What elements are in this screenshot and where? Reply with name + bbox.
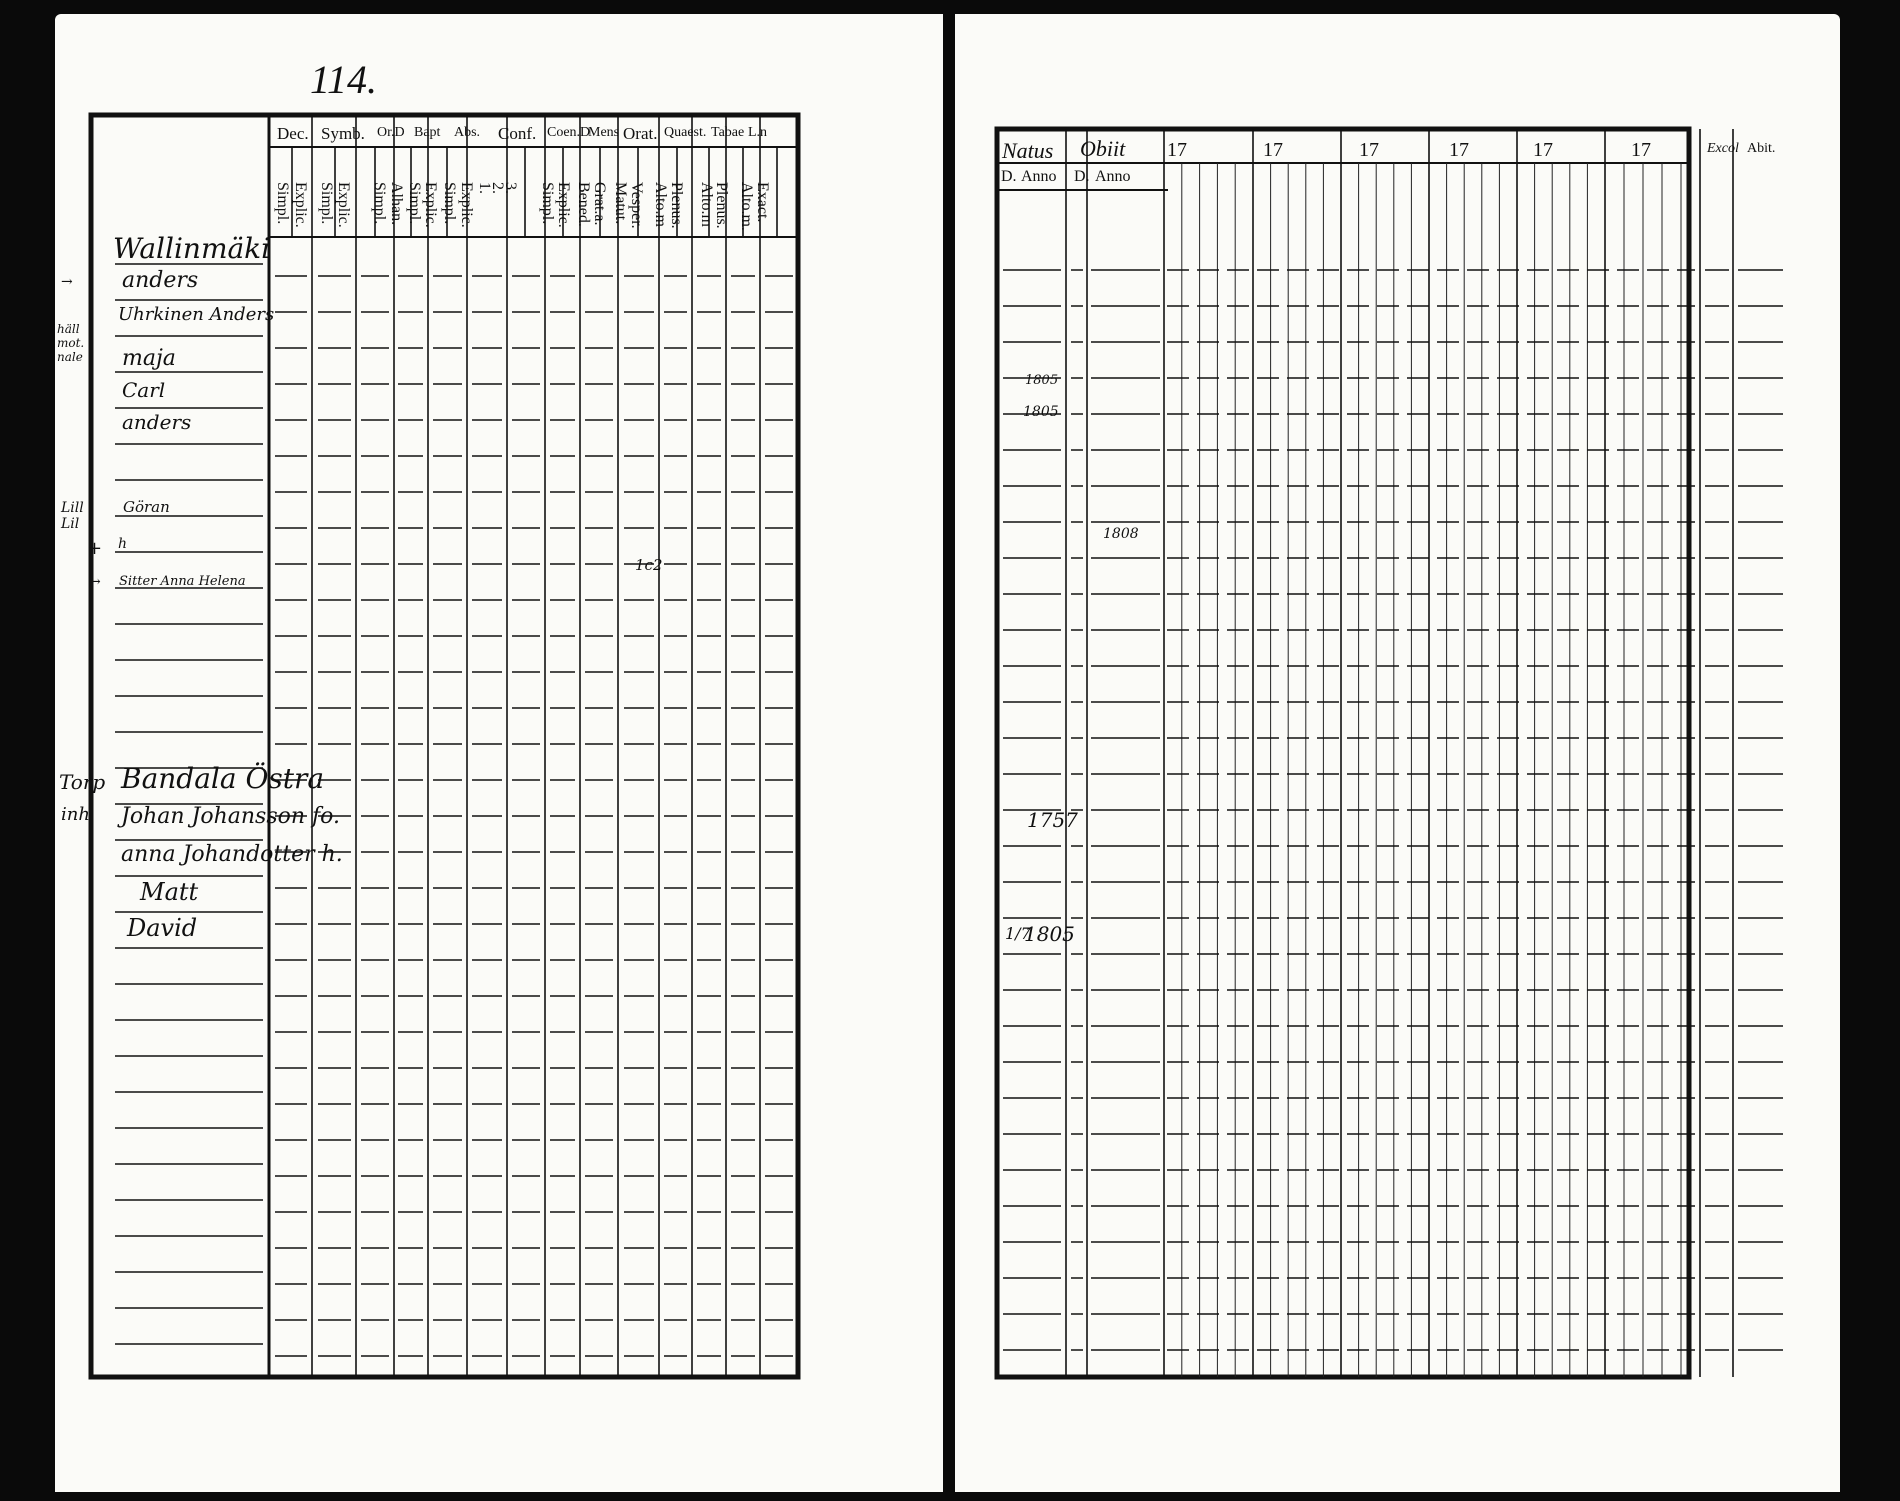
birth-day: 1/7 — [1005, 924, 1031, 943]
col-header-year-4: 17 — [1449, 139, 1469, 161]
margin-note-2: häll mot. nale — [57, 322, 85, 364]
col-header-coend: Coen.D — [547, 125, 591, 140]
birth-year: 1805 — [1023, 404, 1059, 420]
col-header-orat: Orat. — [623, 124, 658, 143]
col-header-dec: Dec. — [277, 124, 309, 143]
subheader-ord-simpl: Simpl. — [371, 182, 388, 225]
subheader-symb-explic: Explic. — [335, 182, 352, 228]
subheader-conf-2: 2. — [489, 182, 506, 194]
subheader-mens-bened: Bened. — [575, 182, 592, 227]
farm-name: Wallinmäki — [113, 232, 271, 265]
subheader-ln-exact: Exact. — [754, 182, 771, 223]
col-header-tabae: Tabae — [711, 125, 745, 140]
subheader-conf-1: 1. — [476, 182, 493, 194]
col-header-year-6: 17 — [1631, 139, 1651, 161]
page-number: 114. — [310, 57, 378, 102]
margin-note-5: → — [89, 574, 101, 590]
subheader-tabae-plenus: Plenus. — [713, 182, 730, 229]
subheader-symb-simpl: Simpl. — [318, 182, 335, 225]
margin-note-3: Lill Lil — [61, 500, 84, 532]
entry-name: anders — [122, 268, 199, 293]
entry-name: anders — [122, 410, 192, 434]
col-header-mens: Mens — [588, 125, 620, 140]
birth-year: 1805 — [1024, 922, 1075, 946]
subheader-dec-explic: Explic. — [292, 182, 309, 228]
col-header-year-2: 17 — [1263, 139, 1283, 161]
margin-note-7: inh — [61, 804, 90, 825]
subheader-mens-grat: Grat.a. — [591, 182, 608, 226]
subheader-orat-matut: Matut. — [612, 182, 629, 225]
col-header-ln: L.n — [748, 125, 768, 140]
subheader-natus-day: D. — [1001, 168, 1017, 185]
subheader-abs-simpl: Simpl. — [441, 182, 458, 225]
col-header-bapt: Bapt — [414, 125, 441, 140]
subheader-obiit-anno: Anno — [1095, 168, 1131, 185]
entry-name: Bandala Östra — [121, 762, 325, 795]
col-header-year-5: 17 — [1533, 139, 1553, 161]
entry-name: Johan Johansson fo. — [121, 804, 341, 829]
subheader-orat-vesper: Vesper. — [628, 182, 645, 229]
entry-name: Matt — [140, 878, 199, 906]
subheader-coend-simpl: Simpl. — [539, 182, 556, 225]
subheader-bapt-explic: Explic. — [422, 182, 439, 228]
col-header-abit: Abit. — [1747, 141, 1776, 156]
col-header-symb: Symb. — [321, 124, 365, 143]
subheader-coend-explic: Explic. — [555, 182, 572, 228]
subheader-conf-3: 3. — [502, 182, 519, 194]
subheader-dec-simpl: Simpl. — [274, 182, 291, 225]
entry-name: Uhrkinen Anders — [118, 304, 275, 325]
entry-name: anna Johandotter h. — [121, 842, 343, 867]
birth-year: 1757 — [1027, 808, 1078, 832]
entry-name: David — [127, 914, 198, 942]
entry-name: h — [118, 536, 128, 552]
col-header-conf: Conf. — [498, 124, 537, 143]
entry-name: Carl — [122, 378, 166, 402]
entry-name: Sitter Anna Helena — [119, 574, 246, 589]
col-header-obiit: Obiit — [1080, 136, 1126, 161]
subheader-bapt-simpl: Simpl. — [406, 182, 423, 225]
death-year: 1808 — [1103, 526, 1139, 542]
col-header-year-1: 17 — [1167, 139, 1187, 161]
right-register-grid — [955, 14, 1840, 1492]
col-header-excol: Excol — [1707, 141, 1739, 156]
entry-name: Göran — [123, 498, 170, 516]
right-ledger-page — [955, 14, 1840, 1492]
subheader-natus-anno: Anno — [1021, 168, 1057, 185]
left-ledger-page — [55, 14, 943, 1492]
margin-note-6: Torp — [59, 770, 106, 794]
subheader-ln-alto: Alto.m. — [738, 182, 755, 231]
birth-year: 1805 — [1025, 373, 1059, 388]
subheader-quaest-alto: Alto.m — [652, 182, 669, 227]
margin-note-4: + — [87, 538, 103, 559]
col-header-ord: Or.D — [377, 125, 405, 140]
subheader-obiit-day: D. — [1074, 168, 1090, 185]
subheader-ord-alhan: Alhan. — [388, 182, 405, 226]
subheader-quaest-plenus: Plenus. — [668, 182, 685, 229]
col-header-quaest: Quaest. — [664, 125, 707, 140]
entry-name: maja — [122, 346, 176, 371]
subheader-abs-explic: Explic. — [458, 182, 475, 228]
quaest-mark: 1c2 — [635, 556, 663, 574]
subheader-tabae-alto: Alto.m — [698, 182, 715, 227]
margin-note-1: → — [61, 274, 73, 290]
col-header-natus: Natus — [1002, 138, 1054, 163]
col-header-abs: Abs. — [454, 125, 481, 140]
col-header-year-3: 17 — [1359, 139, 1379, 161]
